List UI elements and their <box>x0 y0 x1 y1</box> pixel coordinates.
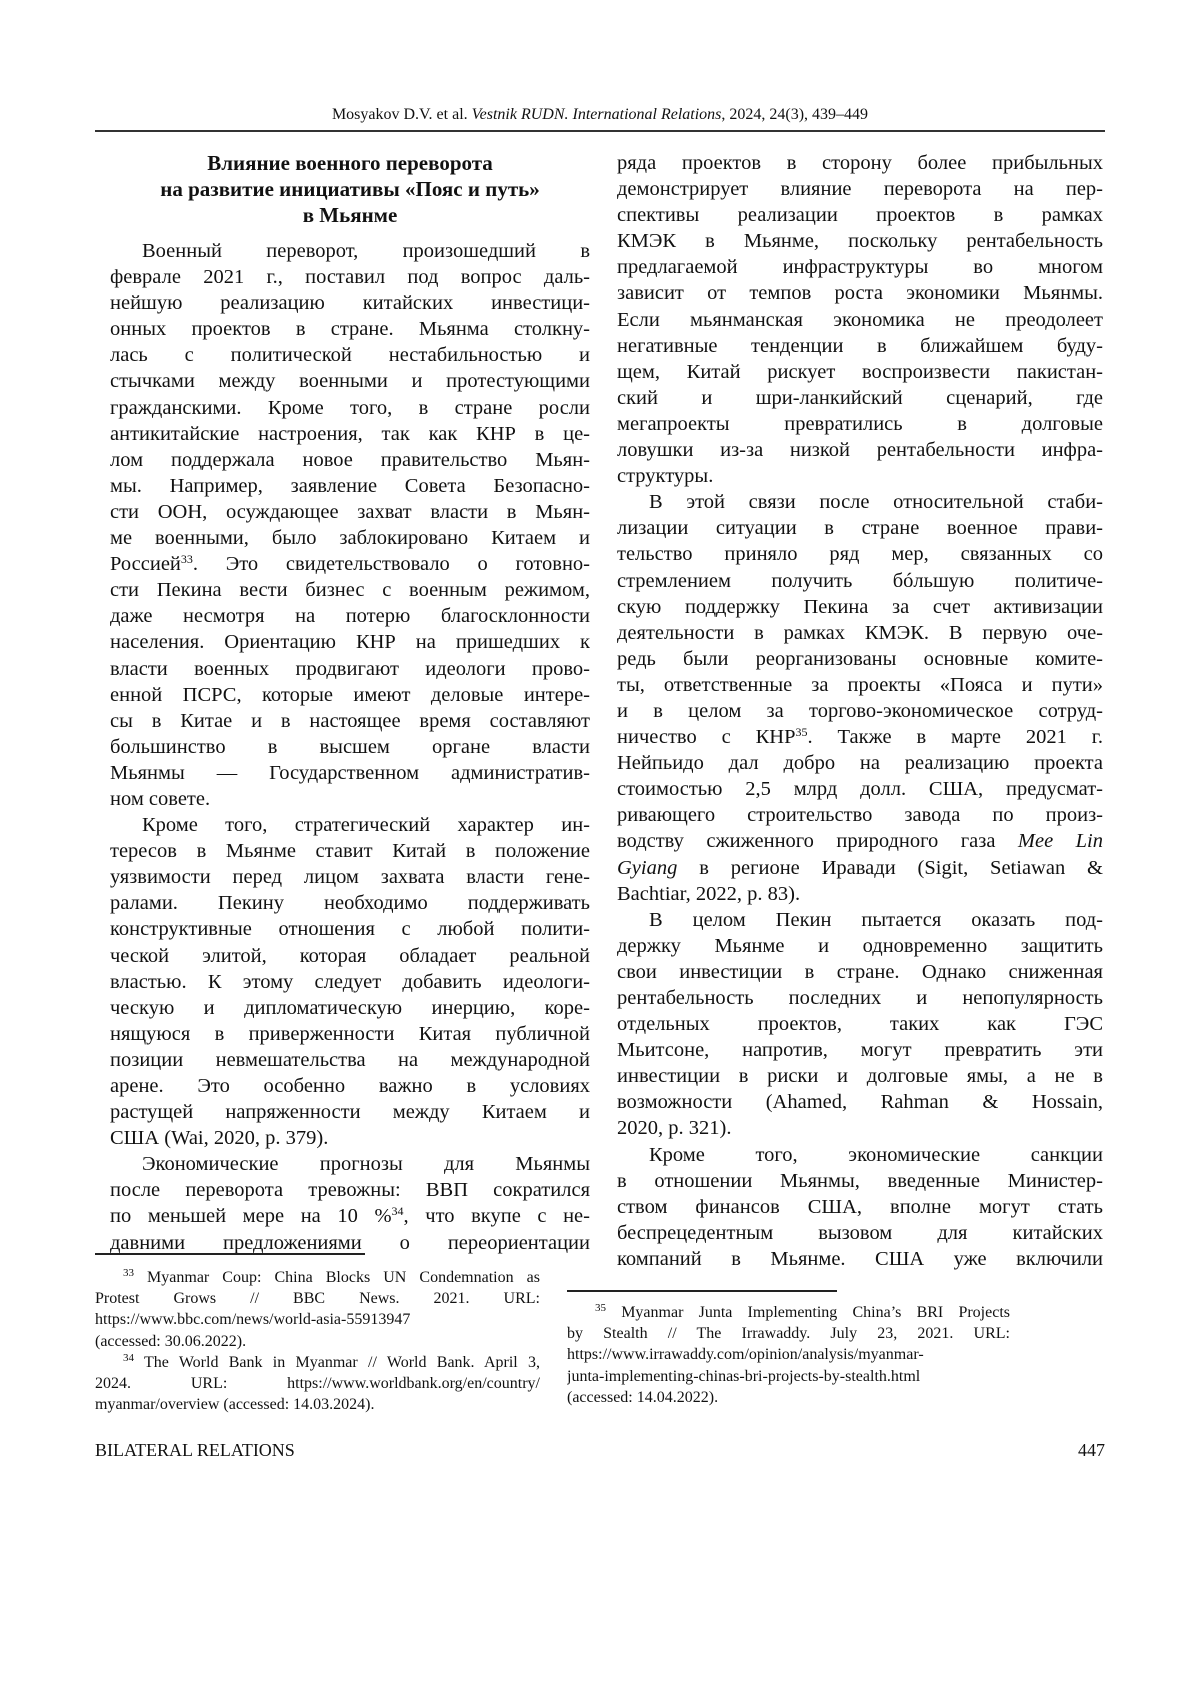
text-line: после переворота тревожны: ВВП сократился <box>110 1177 590 1203</box>
text-line: гражданскими. Кроме того, в стране росли <box>110 395 590 421</box>
text-line: ме военными, было заблокировано Китаем и <box>110 525 590 551</box>
text-line: скую поддержку Пекина за счет активизации <box>617 594 1103 620</box>
text-line <box>110 551 590 577</box>
text-line: сти Пекина вести бизнес с военным режимом, <box>110 577 590 603</box>
text-line: лом поддержала новое правительство Мьян- <box>110 447 590 473</box>
footnotes-right <box>567 1302 1010 1408</box>
text-line: населения. Ориентацию КНР на пришедших к <box>110 629 590 655</box>
text-line: давними предложениями о переориентации <box>110 1230 590 1256</box>
text-line: негативные тенденции в ближайшем буду- <box>617 333 1103 359</box>
header-journal: Vestnik RUDN. International Relations <box>472 106 722 123</box>
right-column <box>617 150 1103 1272</box>
text-line: КМЭК в Мьянме, поскольку рентабельность <box>617 228 1103 254</box>
text-segment: Россией <box>110 553 181 575</box>
text-line: сы в Китае и в настоящее время составляют <box>110 708 590 734</box>
text-line: Экономические прогнозы для Мьянмы <box>110 1151 590 1177</box>
text-line: В этой связи после относительной стаби- <box>617 489 1103 515</box>
text-line: Bachtiar, 2022, p. 83). <box>617 881 1103 907</box>
text-line <box>110 1203 590 1229</box>
text-line: свои инвестиции в стране. Однако сниженная <box>617 959 1103 985</box>
text-line: Мьянмы — Государственном административ- <box>110 760 590 786</box>
footnote-ref: 35 <box>595 1302 606 1314</box>
text-line: ривающего строительство завода по произ- <box>617 802 1103 828</box>
text-line <box>567 1302 1010 1323</box>
title-line: в Мьянме <box>110 202 590 228</box>
text-line: антикитайские настроения, так как КНР в це- <box>110 421 590 447</box>
text-line: Военный переворот, произошедший в <box>110 238 590 264</box>
footer-section: BILATERAL RELATIONS <box>95 1440 295 1461</box>
text-line: уязвимости перед лицом захвата власти гене- <box>110 864 590 890</box>
text-line: ряда проектов в сторону более прибыльных <box>617 150 1103 176</box>
text-line: предлагаемой инфраструктуры во многом <box>617 254 1103 280</box>
text-line: by Stealth // The Irrawaddy. July 23, 2021. URL: <box>567 1323 1010 1344</box>
text-line: в отношении Мьянмы, введенные Министер- <box>617 1168 1103 1194</box>
text-line: ты, ответственные за проекты «Пояса и пути» <box>617 672 1103 698</box>
text-line: и в целом за торгово-экономическое сотруд- <box>617 698 1103 724</box>
text-line: myanmar/overview (accessed: 14.03.2024). <box>95 1394 540 1415</box>
text-line: растущей напряженности между Китаем и <box>110 1099 590 1125</box>
section-title <box>110 150 590 228</box>
text-line: Кроме того, стратегический характер ин- <box>110 812 590 838</box>
text-line: демонстрирует влияние переворота на пер- <box>617 176 1103 202</box>
text-line: лизации ситуации в стране военное прави- <box>617 515 1103 541</box>
running-header <box>95 106 1105 124</box>
text-segment: ничество с КНР <box>617 726 795 748</box>
text-line: Нейпьидо дал добро на реализацию проекта <box>617 750 1103 776</box>
text-line: 2024. URL: https://www.worldbank.org/en/country/ <box>95 1373 540 1394</box>
text-line: нящуюся в приверженности Китая публичной <box>110 1021 590 1047</box>
text-line: стремлением получить бóльшую политиче- <box>617 568 1103 594</box>
text-line: Мьитсоне, напротив, могут превратить эти <box>617 1037 1103 1063</box>
paragraph <box>617 1142 1103 1272</box>
text-line: ством финансов США, вполне могут стать <box>617 1194 1103 1220</box>
text-line: https://www.bbc.com/news/world-asia-55913947 <box>95 1309 540 1330</box>
text-line: сти ООН, осуждающее захват власти в Мьян- <box>110 499 590 525</box>
text-line <box>617 724 1103 750</box>
text-line: нейшую реализацию китайских инвестици- <box>110 290 590 316</box>
text-segment: . Это свидетельствовало о готовно- <box>193 553 590 575</box>
footnote-rule-left <box>95 1253 365 1255</box>
text-line: редь были реорганизованы основные комите- <box>617 646 1103 672</box>
footnote <box>95 1352 540 1416</box>
text-line: 2020, p. 321). <box>617 1115 1103 1141</box>
text-line: онных проектов в стране. Мьянма столкну- <box>110 316 590 342</box>
left-column <box>110 238 590 1256</box>
footnote-ref: 33 <box>181 552 193 566</box>
text-line <box>617 855 1103 881</box>
page-number: 447 <box>1078 1440 1105 1461</box>
text-line: конструктивные отношения с любой полити- <box>110 916 590 942</box>
text-line: власти военных продвигают идеологи прово- <box>110 656 590 682</box>
text-line: енной ПСРС, которые имеют деловые интере- <box>110 682 590 708</box>
footnote-rule-right <box>567 1290 837 1292</box>
text-line: (accessed: 14.04.2022). <box>567 1387 1010 1408</box>
title-line: на развитие инициативы «Пояс и путь» <box>110 176 590 202</box>
text-line: щем, Китай рискует воспроизвести пакистан- <box>617 359 1103 385</box>
text-line: структуры. <box>617 463 1103 489</box>
text-line: отдельных проектов, таких как ГЭС <box>617 1011 1103 1037</box>
text-line: Protest Grows // BBC News. 2021. URL: <box>95 1288 540 1309</box>
text-line: инвестиции в риски и долговые ямы, а не в <box>617 1063 1103 1089</box>
italic-term: Mee Lin <box>1018 830 1103 852</box>
text-line <box>95 1352 540 1373</box>
text-segment: Myanmar Coup: China Blocks UN Condemnation as <box>134 1269 540 1286</box>
text-line: ном совете. <box>110 786 590 812</box>
text-line: рентабельность последних и непопулярность <box>617 985 1103 1011</box>
paragraph <box>110 238 590 812</box>
text-line: большинство в высшем органе власти <box>110 734 590 760</box>
text-line: мегапроекты превратились в долговые <box>617 411 1103 437</box>
text-line: арене. Это особенно важно в условиях <box>110 1073 590 1099</box>
text-line: (accessed: 30.06.2022). <box>95 1331 540 1352</box>
text-line: тельство приняло ряд мер, связанных со <box>617 541 1103 567</box>
footnote-ref: 33 <box>123 1267 134 1279</box>
text-line: беспрецедентным вызовом для китайских <box>617 1220 1103 1246</box>
footnote <box>95 1267 540 1352</box>
text-line <box>617 828 1103 854</box>
text-line: даже несмотря на потерю благосклонности <box>110 603 590 629</box>
paragraph <box>617 150 1103 489</box>
text-line: США (Wai, 2020, p. 379). <box>110 1125 590 1151</box>
footnote-ref: 35 <box>795 725 807 739</box>
text-line: деятельности в рамках КМЭК. В первую оче- <box>617 620 1103 646</box>
footnote-ref: 34 <box>123 1352 134 1364</box>
text-line: Кроме того, экономические санкции <box>617 1142 1103 1168</box>
text-segment: Myanmar Junta Implementing China’s BRI Projects <box>606 1304 1010 1321</box>
paragraph <box>617 907 1103 1142</box>
text-line: феврале 2021 г., поставил под вопрос даль- <box>110 264 590 290</box>
paragraph <box>617 489 1103 907</box>
text-line: тересов в Мьянме ставит Китай в положение <box>110 838 590 864</box>
title-line: Влияние военного переворота <box>110 150 590 176</box>
text-line: ралами. Пекину необходимо поддерживать <box>110 890 590 916</box>
text-line: ческой элитой, которая обладает реальной <box>110 943 590 969</box>
footnote <box>567 1302 1010 1408</box>
paragraph <box>110 812 590 1151</box>
text-segment: водству сжиженного природного газа <box>617 830 1018 852</box>
text-line <box>95 1267 540 1288</box>
header-authors: Mosyakov D.V. et al. <box>332 106 472 123</box>
text-segment: , что вкупе с не- <box>404 1205 590 1227</box>
text-line: ческую и дипломатическую инерцию, коре- <box>110 995 590 1021</box>
text-line: мы. Например, заявление Совета Безопасно- <box>110 473 590 499</box>
text-segment: . Также в марте 2021 г. <box>807 726 1103 748</box>
footnotes-left <box>95 1267 540 1415</box>
header-rule <box>95 130 1105 132</box>
text-line: ский и шри-ланкийский сценарий, где <box>617 385 1103 411</box>
text-line: держку Мьянме и одновременно защитить <box>617 933 1103 959</box>
italic-term: Gyiang <box>617 857 677 879</box>
footnote-ref: 34 <box>392 1204 404 1218</box>
text-line: властью. К этому следует добавить идеологи- <box>110 969 590 995</box>
text-line: зависит от темпов роста экономики Мьянмы. <box>617 280 1103 306</box>
text-segment: в регионе Иравади (Sigit, Setiawan & <box>677 857 1103 879</box>
text-line: В целом Пекин пытается оказать под- <box>617 907 1103 933</box>
text-segment: по меньшей мере на 10 % <box>110 1205 392 1227</box>
text-line: возможности (Ahamed, Rahman & Hossain, <box>617 1089 1103 1115</box>
text-line: https://www.irrawaddy.com/opinion/analysis/myanmar- <box>567 1344 1010 1365</box>
text-segment: The World Bank in Myanmar // World Bank. April 3, <box>134 1354 540 1371</box>
paragraph <box>110 1151 590 1255</box>
text-line: лась с политической нестабильностью и <box>110 342 590 368</box>
header-issue: , 2024, 24(3), 439–449 <box>721 106 868 123</box>
text-line: стоимостью 2,5 млрд долл. США, предусмат- <box>617 776 1103 802</box>
text-line: ловушки из-за низкой рентабельности инфра- <box>617 437 1103 463</box>
text-line: спективы реализации проектов в рамках <box>617 202 1103 228</box>
text-line: компаний в Мьянме. США уже включили <box>617 1246 1103 1272</box>
text-line: Если мьянманская экономика не преодолеет <box>617 307 1103 333</box>
text-line: junta-implementing-chinas-bri-projects-by-stealth.html <box>567 1366 1010 1387</box>
text-line: позиции невмешательства на международной <box>110 1047 590 1073</box>
text-line: стычками между военными и протестующими <box>110 368 590 394</box>
